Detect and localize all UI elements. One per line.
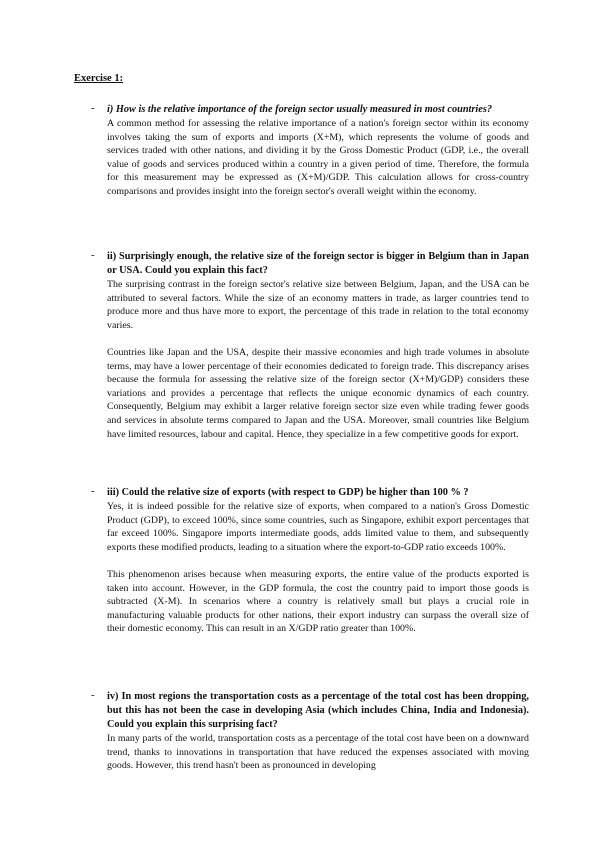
bullet-dash: - xyxy=(91,690,95,701)
bullet-dash: - xyxy=(91,103,95,114)
question-3: iii) Could the relative size of exports (with respect to GDP) be higher than 100 % ? xyxy=(107,487,469,498)
answer-3-paragraph-1: Yes, it is indeed possible for the relative size of exports, when compared to a nation's Gross Domestic Product (GDP), to exceed 100%, since some countries, such as Singapore, exhibit export percentages that far exceed 100%. Singapore imports intermediate goods, adds limited value to them, and subsequently exports these modified products, leading to a situation where the export-to-GDP ratio exceeds 100%. xyxy=(107,501,529,553)
question-section-1 xyxy=(91,103,529,199)
answer-1-paragraph-1: A common method for assessing the relative importance of a nation's foreign sector within its economy involves taking the sum of exports and imports (X+M), which represents the volume of goods and services traded with other nations, and dividing it by the Gross Domestic Product (GDP, i.e., the overall value of goods and services produced within a country in a given period of time. Therefore, the formula for this measurement may be expressed as (X+M)/GDP. This calculation allows for cross-country comparisons and provides insight into the foreign sector's overall weight within the economy. xyxy=(107,118,529,197)
question-section-4 xyxy=(91,690,529,773)
answer-4-paragraph-1: In many parts of the world, transportation costs as a percentage of the total cost have been on a downward trend, thanks to innovations in transportation that have reduced the expenses associated with moving goods. However, this trend hasn't been as pronounced in developing xyxy=(107,733,529,772)
answer-3-paragraph-2: This phenomenon arises because when measuring exports, the entire value of the products exported is taken into account. However, in the GDP formula, the cost the country paid to import those goods is subtracted (X-M). In scenarios where a country is relatively small but plays a crucial role in manufacturing valuable products for other nations, their export industry can surpass the overall size of their domestic economy. This can result in an X/GDP ratio greater than 100%. xyxy=(107,568,529,635)
question-4: iv) In most regions the transportation costs as a percentage of the total cost has been dropping, but this has not been the case in developing Asia (which includes China, India and Indonesia). Could you explain this surprising fact? xyxy=(107,691,529,730)
question-section-2 xyxy=(91,250,529,441)
question-section-3 xyxy=(91,486,529,636)
bullet-dash: - xyxy=(91,486,95,497)
question-2: ii) Surprisingly enough, the relative size of the foreign sector is bigger in Belgium than in Japan or USA. Could you explain this fact? xyxy=(107,251,529,276)
exercise-heading: Exercise 1: xyxy=(74,73,124,84)
bullet-dash: - xyxy=(91,250,95,261)
answer-2-paragraph-2: Countries like Japan and the USA, despite their massive economies and high trade volumes in absolute terms, may have a lower percentage of their economies dedicated to foreign trade. This discrepancy arises because the formula for assessing the relative size of the foreign sector (X+M)/GDP) considers these variations and provides a percentage that reflects the unique economic dynamics of each country. Consequently, Belgium may exhibit a larger relative foreign sector size even while trading fewer goods and services in absolute terms compared to Japan and the USA. Moreover, small countries like Belgium have limited resources, labour and capital. Hence, they specialize in a few competitive goods for export. xyxy=(107,346,529,440)
question-1: i) How is the relative importance of the foreign sector usually measured in most countries? xyxy=(107,104,492,115)
answer-2-paragraph-1: The surprising contrast in the foreign sector's relative size between Belgium, Japan, and the USA can be attributed to several factors. While the size of an economy matters in trade, as larger countries tend to produce more and thus have more to export, the percentage of this trade in relation to the total economy varies. xyxy=(107,279,529,331)
